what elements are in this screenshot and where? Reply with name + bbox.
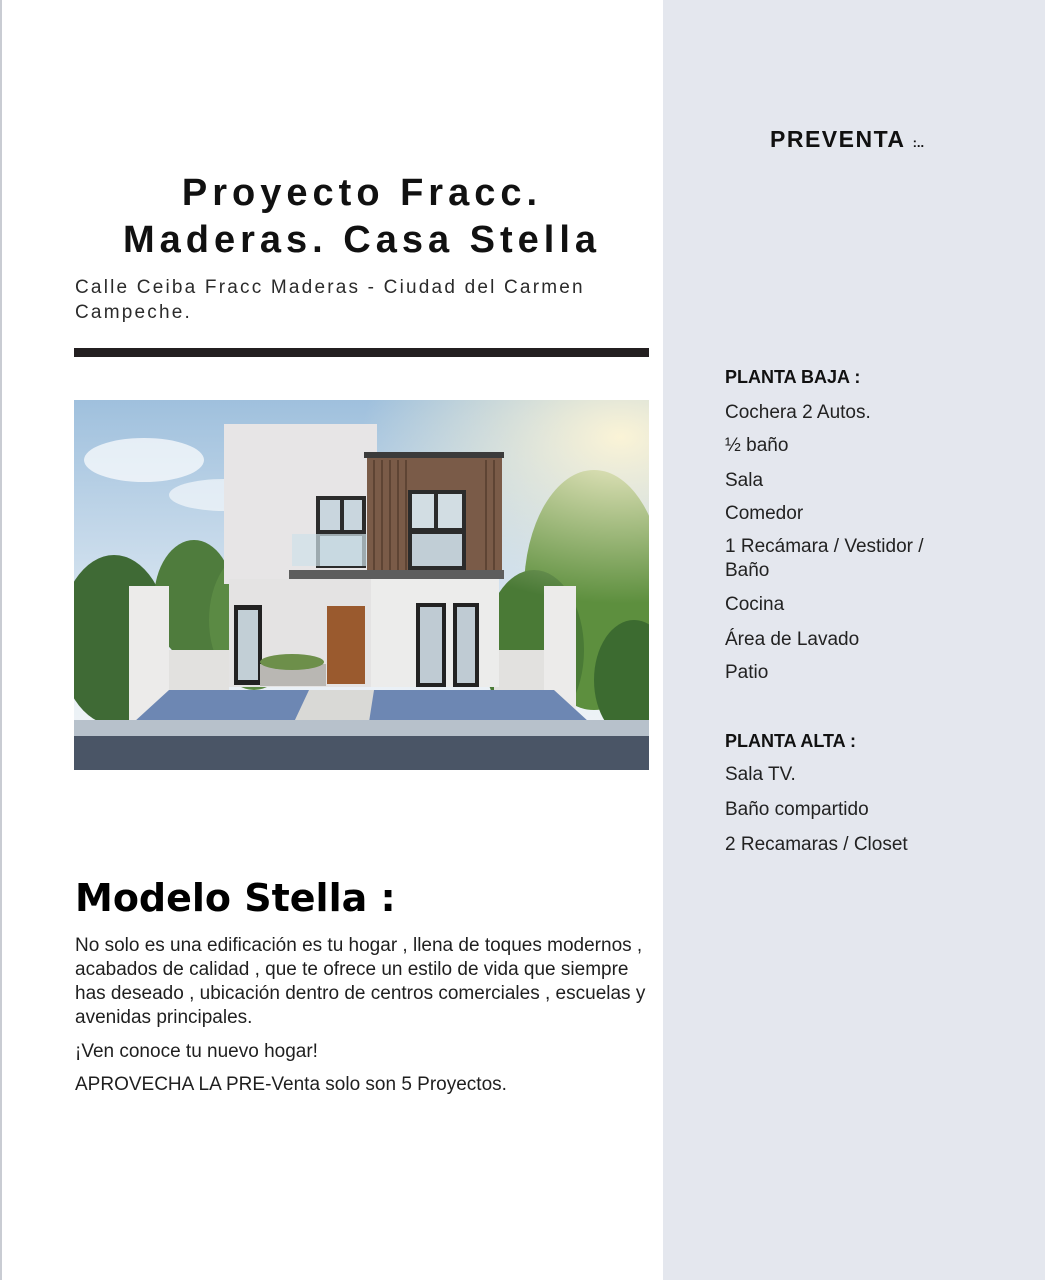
model-heading: Modelo Stella : xyxy=(75,876,396,920)
list-item: Sala xyxy=(725,470,764,491)
presale-note: APROVECHA LA PRE-Venta solo son 5 Proyectos. xyxy=(75,1074,507,1095)
page-left-border xyxy=(0,0,2,1280)
house-rendering-image xyxy=(74,400,649,770)
planta-alta-title: PLANTA ALTA : xyxy=(725,731,856,751)
list-item: Sala TV. xyxy=(725,764,796,785)
list-item: 1 Recámara / Vestidor / Baño xyxy=(725,536,924,581)
project-title-line-2: Maderas. Casa Stella xyxy=(122,219,602,261)
project-title xyxy=(74,170,650,264)
list-item: ½ baño xyxy=(725,435,789,456)
list-item: 2 Recamaras / Closet xyxy=(725,834,908,855)
project-address: Calle Ceiba Fracc Maderas - Ciudad del Carmen Campeche. xyxy=(75,277,585,323)
list-item: Patio xyxy=(725,662,769,683)
list-item: Comedor xyxy=(725,503,804,524)
list-item: Cochera 2 Autos. xyxy=(725,402,871,423)
divider-rule xyxy=(74,348,649,357)
list-item: Baño compartido xyxy=(725,799,869,820)
preventa-suffix: :.. xyxy=(912,135,925,150)
project-title-line-1: Proyecto Fracc. xyxy=(181,172,543,214)
list-item: Área de Lavado xyxy=(725,629,860,650)
call-to-action: ¡Ven conoce tu nuevo hogar! xyxy=(75,1041,318,1062)
preventa-label xyxy=(770,126,924,153)
planta-baja-title: PLANTA BAJA : xyxy=(725,367,861,387)
preventa-text: PREVENTA xyxy=(770,126,905,152)
list-item: Cocina xyxy=(725,594,785,615)
model-description: No solo es una edificación es tu hogar , llena de toques modernos , acabados de calidad , que te ofrece un estilo de vida que siempre has deseado , ubicación dentro de centros comerciales , escuelas y avenidas principales. xyxy=(75,935,646,1028)
